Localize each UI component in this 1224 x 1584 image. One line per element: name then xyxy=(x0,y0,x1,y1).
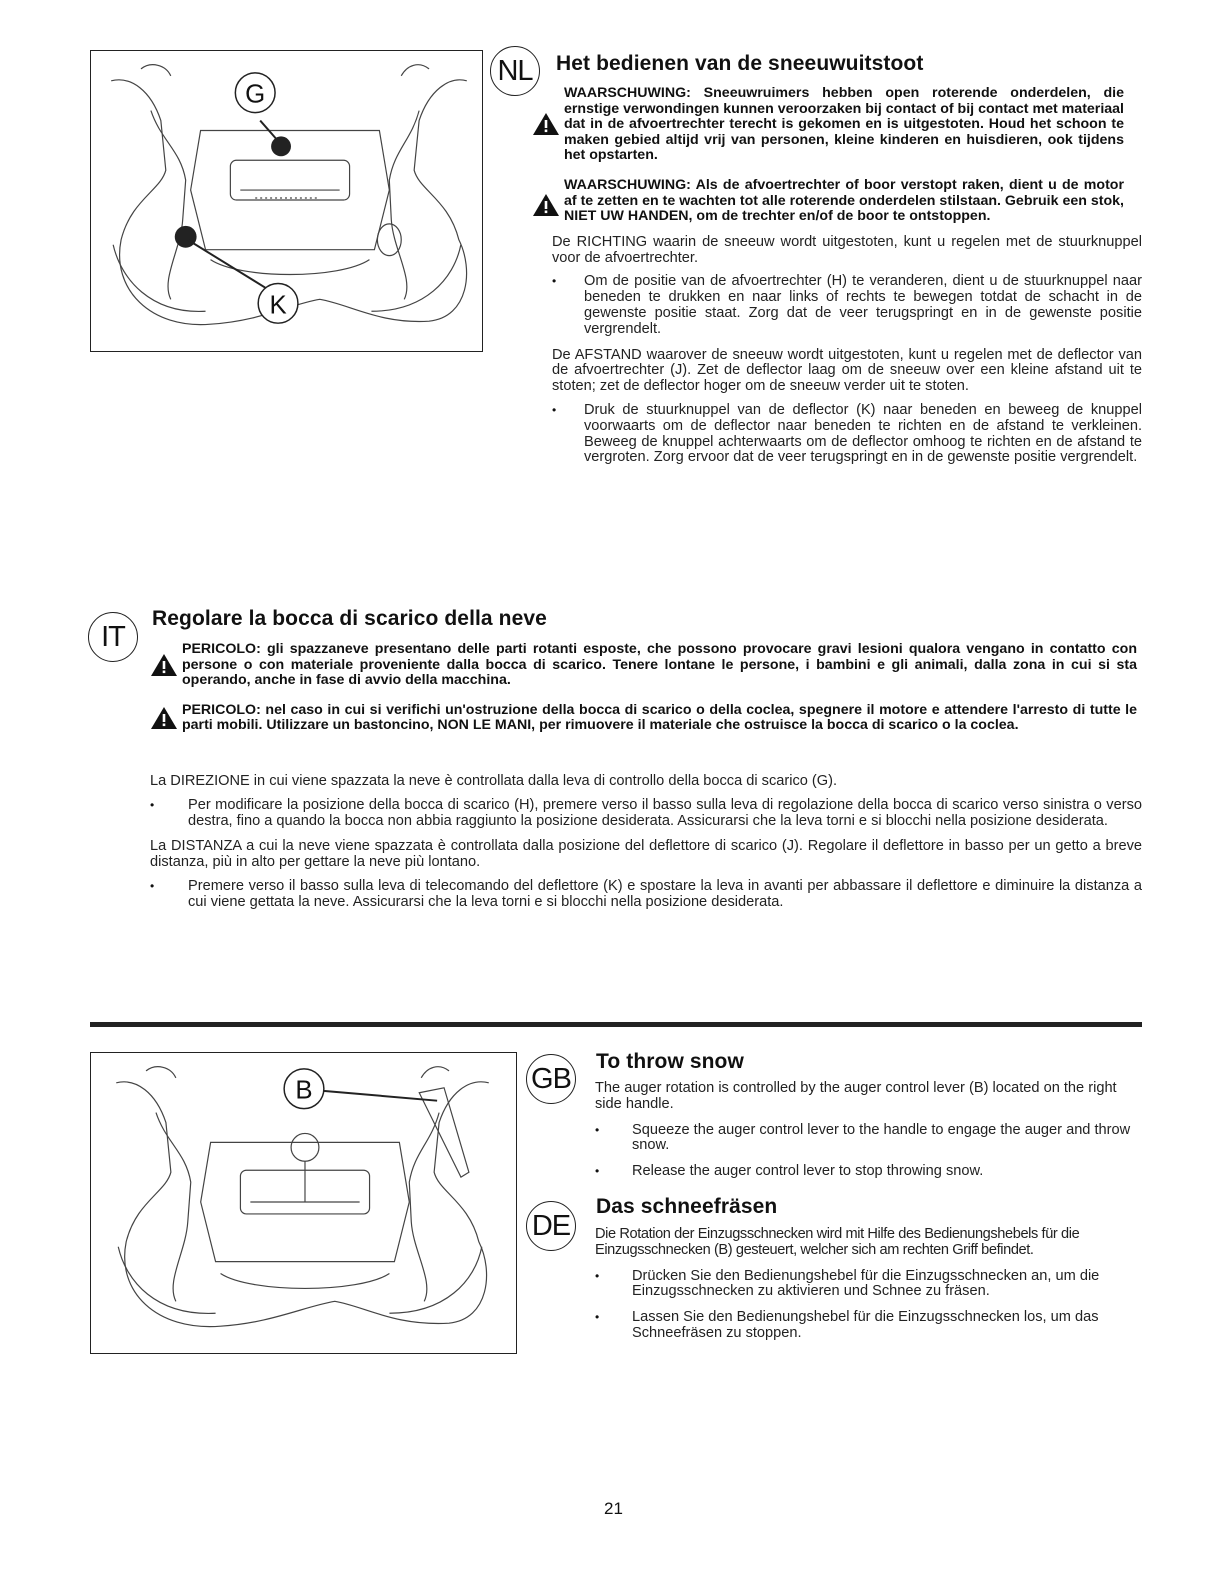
nl-bullet-2-text: Druk de stuurknuppel van de deflector (K) naar beneden en beweeg de knuppel voorwaarts om de deflector naar beneden te richten en de afstand te verkleinen. Beweeg de knuppel achterwaarts om de deflector omhoog te richten en de afstand te vergroten. Zorg ervoor dat de veer terugspringt en in de gewenste positie vergrendelt. xyxy=(584,401,1142,466)
page-number: 21 xyxy=(604,1499,623,1518)
snow-thrower-handlebar-illustration xyxy=(91,51,482,351)
nl-language-badge: NL xyxy=(490,46,540,96)
nl-paragraph-direction: De RICHTING waarin de sneeuw wordt uitgestoten, kunt u regelen met de stuurknuppel voor de afvoertrechter. xyxy=(552,233,1142,266)
snow-thrower-handlebar-illustration xyxy=(91,1053,516,1353)
nl-warning-1 xyxy=(552,86,1142,164)
nl-content xyxy=(552,86,1142,466)
de-paragraph: Die Rotation der Einzugsschnecken wird mit Hilfe des Bedienungshebels für die Einzugsschnecken (B) gesteuert, welcher sich am rechten Griff befindet. xyxy=(595,1226,1080,1258)
it-section-title: Regolare la bocca di scarico della neve xyxy=(152,607,547,630)
warning-triangle-icon xyxy=(150,706,178,730)
bullet-dot: • xyxy=(150,878,155,893)
gb-bullet-1 xyxy=(595,1123,1142,1155)
de-bullet-2 xyxy=(595,1310,1142,1342)
nl-paragraph-distance: De AFSTAND waarover de sneeuw wordt uitgestoten, kunt u regelen met de deflector van de afvoertrechter (J). Zet de deflector laag om de sneeuw over een kleine afstand uit te stoten; zet de deflector hoger om de sneeuw verder uit te stoten. xyxy=(552,346,1142,395)
it-warning-2 xyxy=(150,703,1142,734)
nl-bullet-2 xyxy=(552,403,1142,466)
it-bullet-2-text: Premere verso il basso sulla leva di telecomando del deflettore (K) e spostare la leva in avanti per abbassare il deflettore e diminuire la distanza a cui viene gettata la neve. Assicurarsi che la leva torni e si blocchi nella posizione desiderata. xyxy=(188,877,1142,910)
warning-triangle-icon xyxy=(532,193,560,217)
gb-paragraph: The auger rotation is controlled by the auger control lever (B) located on the right side handle. xyxy=(595,1080,1117,1112)
bullet-dot: • xyxy=(595,1268,600,1283)
warning-triangle-icon xyxy=(150,653,178,677)
it-warning-1 xyxy=(150,642,1142,689)
nl-warning-2 xyxy=(552,178,1142,225)
it-bullet-2 xyxy=(150,879,1142,911)
gb-bullet-1-text: Squeeze the auger control lever to the handle to engage the auger and throw snow. xyxy=(632,1121,1131,1154)
nl-bullet-1 xyxy=(552,274,1142,337)
it-warning-2-text: PERICOLO: nel caso in cui si verifichi un'ostruzione della bocca di scarico o della coclea, spegnere il motore e attendere l'arresto di tutte le parti mobili. Utilizzare un bastoncino, NON LE MANI, per rimuovere il materiale che ostruisce la bocca di scarico o la coclea. xyxy=(182,701,1137,734)
nl-warning-1-text: WAARSCHUWING: Sneeuwruimers hebben open roterende onderdelen, die ernstige verwondingen kunnen veroorzaken bij contact of bij contact met materiaal dat in de afvoertrechter terecht is gekomen en is uitgestoten. Houd het schoon te maken gebied altijd vrij van personen, kleine kinderen en huisdieren, ook tijdens het opstarten. xyxy=(564,85,1124,164)
bullet-dot: • xyxy=(595,1310,600,1325)
section-divider xyxy=(90,1022,1142,1027)
nl-bullet-1-text: Om de positie van de afvoertrechter (H) te veranderen, dient u de stuurknuppel naar beneden te drukken en naar links of rechts te bewegen totdat de schacht in de gewenste positie staat. Zorg dat de veer terugspringt en in de gewenste positie vergrendelt. xyxy=(584,273,1142,337)
callout-k-label: K xyxy=(269,291,287,320)
it-bullet-1-text: Per modificare la posizione della bocca di scarico (H), premere verso il basso sulla leva di regolazione della bocca di scarico verso sinistra o verso destra, fino a quando la bocca non abbia raggiunto la posizione desiderata. Assicurarsi che la leva torni e si blocchi nella posizione desiderata. xyxy=(188,796,1142,829)
callout-b-label: B xyxy=(295,1076,313,1105)
it-bullet-1 xyxy=(150,798,1142,830)
callout-g-label: G xyxy=(245,80,266,109)
nl-warning-2-text: WAARSCHUWING: Als de afvoertrechter of boor verstopt raken, dient u de motor af te zetten en te wachten tot alle roterende onderdelen stilstaan. Gebruik een stok, NIET UW HANDEN, om de trechter en/of de boor te ontstoppen. xyxy=(564,176,1124,225)
warning-triangle-icon xyxy=(532,112,560,136)
bullet-dot: • xyxy=(552,402,557,417)
gb-bullet-2-text: Release the auger control lever to stop throwing snow. xyxy=(632,1163,984,1180)
it-paragraph-direction: La DIREZIONE in cui viene spazzata la neve è controllata dalla leva di controllo della bocca di scarico (G). xyxy=(150,773,838,789)
it-warning-1-text: PERICOLO: gli spazzaneve presentano delle parti rotanti esposte, che possono provocare gravi lesioni qualora vengano in contatto con persone o con materiale proveniente dalla bocca di scarico. Tenere lontane le persone, i bambini e gli animali, dalla zona in cui si sta operando, anche in fase di avvio della macchina. xyxy=(182,641,1137,689)
de-bullet-1-text: Drücken Sie den Bedienungshebel für die Einzugsschnecken an, um die Einzugsschnecken zu aktivieren und Schnee zu fräsen. xyxy=(632,1267,1100,1300)
it-paragraph-distance: La DISTANZA a cui la neve viene spazzata è controllata dalla posizione del deflettore di scarico (J). Regolare il deflettore in basso per un getto a breve distanza, più in alto per gettare la neve più lontano. xyxy=(150,838,1142,871)
it-content xyxy=(150,642,1142,734)
bullet-dot: • xyxy=(552,274,557,289)
de-section-title: Das schneefräsen xyxy=(596,1195,778,1218)
gb-section-title: To throw snow xyxy=(596,1050,744,1073)
de-bullet-1 xyxy=(595,1269,1142,1301)
gb-language-badge: GB xyxy=(526,1054,576,1104)
bullet-dot: • xyxy=(595,1164,600,1179)
nl-section-title: Het bedienen van de sneeuwuitstoot xyxy=(556,52,924,75)
it-language-badge: IT xyxy=(88,612,138,662)
figure-1-chute-controls xyxy=(90,50,483,352)
de-language-badge: DE xyxy=(526,1201,576,1251)
gb-content xyxy=(595,1081,1142,1180)
figure-2-auger-control xyxy=(90,1052,517,1354)
it-body xyxy=(150,774,1142,911)
bullet-dot: • xyxy=(150,797,155,812)
de-bullet-2-text: Lassen Sie den Bedienungshebel für die Einzugsschnecken los, um das Schneefräsen zu stoppen. xyxy=(632,1309,1099,1341)
gb-bullet-2 xyxy=(595,1164,1142,1180)
de-content xyxy=(595,1227,1142,1342)
bullet-dot: • xyxy=(595,1122,600,1137)
